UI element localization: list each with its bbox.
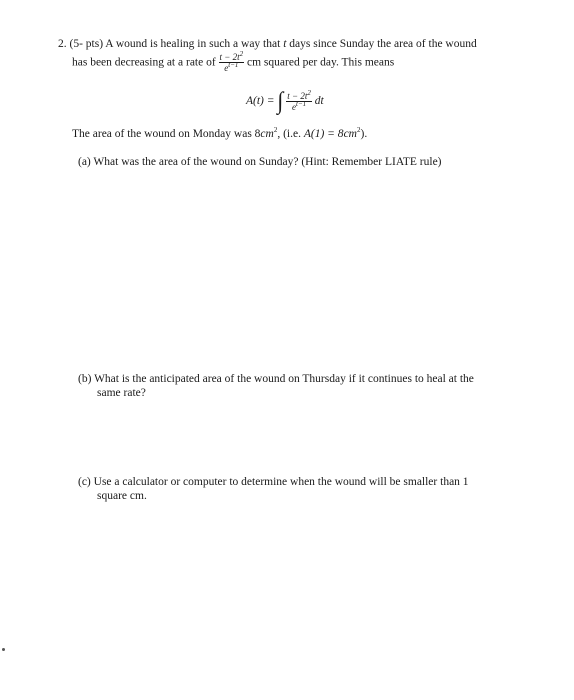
rate-fraction — [219, 52, 245, 73]
formula-dt: dt — [314, 95, 324, 107]
margin-dot — [2, 648, 5, 651]
problem-line-2 — [72, 52, 394, 73]
formula-lhs: A(t) = — [246, 95, 275, 107]
part-a: (a) What was the area of the wound on Sunday? (Hint: Remember LIATE rule) — [78, 156, 442, 168]
rate-intro-text: has been decreasing at a rate of — [72, 56, 216, 69]
problem-line-1-rest: days since Sunday the area of the wound — [286, 38, 477, 50]
part-c-line-2: square cm. — [97, 490, 147, 502]
formula-denominator: $e^{t-1}$ — [286, 101, 312, 112]
part-c-line-1: (c) Use a calculator or computer to determine when the wound will be smaller than 1 — [78, 476, 469, 488]
problem-number: 2. — [58, 38, 67, 50]
rate-denominator: $e^{t-1}$ — [219, 62, 245, 73]
part-b-line-2: same rate? — [97, 387, 146, 399]
variable-t: t — [283, 38, 287, 50]
monday-area-statement: The area of the wound on Monday was $8cm^2$, (i.e. $A(1) = 8cm^2$). — [72, 126, 368, 140]
problem-line-1 — [58, 38, 477, 50]
rate-numerator: $t - 2t^2$ — [219, 50, 244, 62]
problem-line-1-text: (5- pts) A wound is healing in such a way that — [69, 38, 284, 50]
area-formula — [246, 88, 324, 114]
part-b-line-1: (b) What is the anticipated area of the wound on Thursday if it continues to heal at the — [78, 373, 474, 385]
rate-unit-text: cm squared per day. This means — [247, 56, 395, 69]
integral-sign: ∫ — [277, 86, 284, 115]
formula-numerator: $t - 2t^2$ — [287, 88, 311, 101]
formula-fraction — [286, 88, 312, 112]
